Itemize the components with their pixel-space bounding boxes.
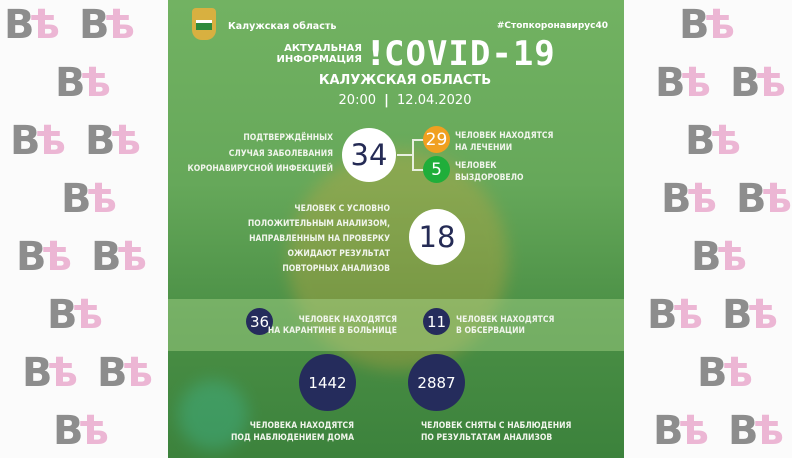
watermark-logo: Вѣ [53,408,105,454]
title-line2: ИНФОРМАЦИЯ [276,54,362,65]
recovered-value: 5 [423,156,450,183]
watermark-logo: Вѣ [661,176,713,222]
watermark-logo: Вѣ [55,60,107,106]
title-exclaim: ! [368,34,384,74]
hospital-quarantine-label: ЧЕЛОВЕК НАХОДЯТСЯ НА КАРАНТИНЕ В БОЛЬНИЦЕ [267,315,397,336]
released-label: ЧЕЛОВЕК СНЯТЫ С НАБЛЮДЕНИЯ ПО РЕЗУЛЬТАТАМ АНАЛИЗОВ [421,421,572,443]
title-line1: АКТУАЛЬНАЯ [284,43,362,54]
hospital-quarantine-value: 36 [246,308,273,335]
watermark-logo: Вѣ [91,234,143,280]
hashtag: #Стопкоронавирус40 [496,21,608,31]
watermark-logo: Вѣ [47,292,99,338]
watermark-logo: Вѣ [730,60,782,106]
confirmed-value: 34 [342,128,396,182]
watermark-logo: Вѣ [4,2,56,48]
watermark-logo: Вѣ [79,2,131,48]
watermark-logo: Вѣ [61,176,113,222]
watermark-logo: Вѣ [685,118,737,164]
observation-value: 11 [423,308,450,335]
watermark-logo: Вѣ [722,292,774,338]
emblem-icon [192,8,216,40]
released-value: 2887 [408,354,465,411]
region-name: Калужская область [228,21,337,32]
pending-value: 18 [409,209,465,265]
connector [397,154,413,156]
observation-label: ЧЕЛОВЕК НАХОДЯТСЯ В ОБСЕРВАЦИИ [456,315,555,336]
time: 20:00 [338,93,376,108]
watermark-logo: Вѣ [679,2,731,48]
pending-label: ЧЕЛОВЕК С УСЛОВНО ПОЛОЖИТЕЛЬНЫМ АНАЛИЗОМ, НАПРАВЛЕННЫМ НА ПРОВЕРКУ ОЖИДАЮТ РЕЗУЛЬТАТ ПОВТОРНЫХ АНАЛИЗОВ [247,204,390,274]
connector [412,139,414,170]
watermark-logo: Вѣ [16,234,68,280]
covid-infographic [168,0,624,458]
date: 12.04.2020 [397,93,472,108]
treatment-value: 29 [423,126,450,153]
separator: | [384,93,389,108]
watermark-logo: Вѣ [655,60,707,106]
watermark-logo: Вѣ [97,350,149,396]
watermark-logo: Вѣ [653,408,705,454]
watermark-logo: Вѣ [697,350,749,396]
watermark-logo: Вѣ [647,292,699,338]
confirmed-label: ПОДТВЕРЖДЁННЫХ СЛУЧАЯ ЗАБОЛЕВАНИЯ КОРОНАВИРУСНОЙ ИНФЕКЦИЕЙ [187,133,333,174]
watermark-logo: Вѣ [691,234,743,280]
watermark-logo: Вѣ [22,350,74,396]
subtitle: КАЛУЖСКАЯ ОБЛАСТЬ [318,73,492,88]
recovered-label: ЧЕЛОВЕК ВЫЗДОРОВЕЛО [455,161,524,183]
treatment-label: ЧЕЛОВЕК НАХОДЯТСЯ НА ЛЕЧЕНИИ [455,131,554,153]
watermark-logo: Вѣ [85,118,137,164]
title-main: COVID-19 [384,34,556,74]
watermark-logo: Вѣ [736,176,788,222]
home-label: ЧЕЛОВЕКА НАХОДЯТСЯ ПОД НАБЛЮДЕНИЕМ ДОМА [230,421,354,443]
watermark-logo: Вѣ [10,118,62,164]
watermark-logo: Вѣ [728,408,780,454]
home-value: 1442 [299,354,356,411]
